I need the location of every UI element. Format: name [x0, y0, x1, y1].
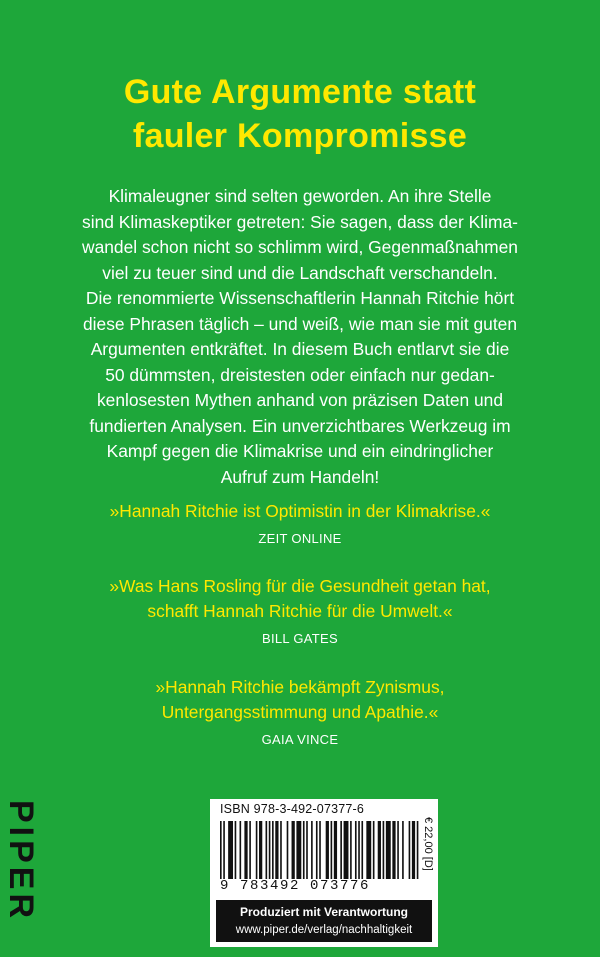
publisher-logo — [2, 800, 42, 923]
quote-source: ZEIT ONLINE — [258, 531, 342, 546]
quote-source: BILL GATES — [262, 631, 338, 646]
blurb-line: Klimaleugner sind selten geworden. An ihre Stelle — [108, 186, 492, 206]
responsibility-url: www.piper.de/verlag/nachhaltigkeit — [235, 924, 413, 936]
responsibility-badge — [216, 900, 432, 942]
quote-text: »Hannah Ritchie bekämpft Zynismus, — [155, 677, 445, 697]
price-label-wrap — [421, 817, 435, 897]
quote-text: »Was Hans Rosling für die Gesundheit getan hat, — [109, 576, 491, 596]
blurb-line: fundierten Analysen. Ein unverzichtbares Werkzeug im — [89, 415, 511, 436]
publisher-name: PIPER — [2, 800, 40, 923]
quote-text: »Hannah Ritchie ist Optimistin in der Klimakrise.« — [109, 501, 491, 521]
blurb-line: Kampf gegen die Klimakrise und ein eindringlicher — [106, 441, 494, 461]
blurb-line: wandel schon nicht so schlimm wird, Gegenmaßnahmen — [82, 237, 518, 257]
blurb-line: 50 dümmsten, dreistesten oder einfach nur gedan- — [105, 364, 495, 385]
headline-line-2: fauler Kompromisse — [132, 117, 468, 155]
book-headline — [0, 70, 600, 158]
price-label: € 22,00 [D] — [422, 817, 434, 871]
quote-source: GAIA VINCE — [261, 732, 339, 747]
barcode-digits: 9 783492 073776 — [220, 878, 371, 894]
blurb-line: Die renommierte Wissenschaftlerin Hannah Ritchie hört — [85, 288, 515, 308]
quote-zeit-online — [0, 499, 600, 548]
quote-bill-gates — [0, 574, 600, 648]
blurb-line: kenlosesten Mythen anhand von präzisen Daten und — [96, 390, 504, 410]
quote-text: schafft Hannah Ritchie für die Umwelt.« — [147, 601, 453, 621]
blurb-line: diese Phrasen täglich – und weiß, wie man sie mit guten — [82, 313, 518, 334]
blurb-line: viel zu teuer sind und die Landschaft verschandeln. — [102, 262, 498, 283]
barcode-icon — [220, 821, 420, 879]
blurb-line: Argumenten entkräftet. In diesem Buch entlarvt sie die — [90, 339, 510, 359]
quote-gaia-vince — [0, 675, 600, 749]
quote-text: Untergangsstimmung und Apathie.« — [161, 702, 439, 722]
responsibility-title: Produziert mit Verantwortung — [239, 905, 408, 919]
blurb-line: Aufruf zum Handeln! — [220, 466, 380, 487]
blurb-text — [0, 184, 600, 490]
barcode-panel — [210, 799, 438, 947]
isbn-label: ISBN 978-3-492-07377-6 — [220, 802, 365, 816]
blurb-line: sind Klimaskeptiker getreten: Sie sagen, dass der Klima- — [82, 211, 518, 232]
headline-line-1: Gute Argumente statt — [123, 73, 477, 111]
